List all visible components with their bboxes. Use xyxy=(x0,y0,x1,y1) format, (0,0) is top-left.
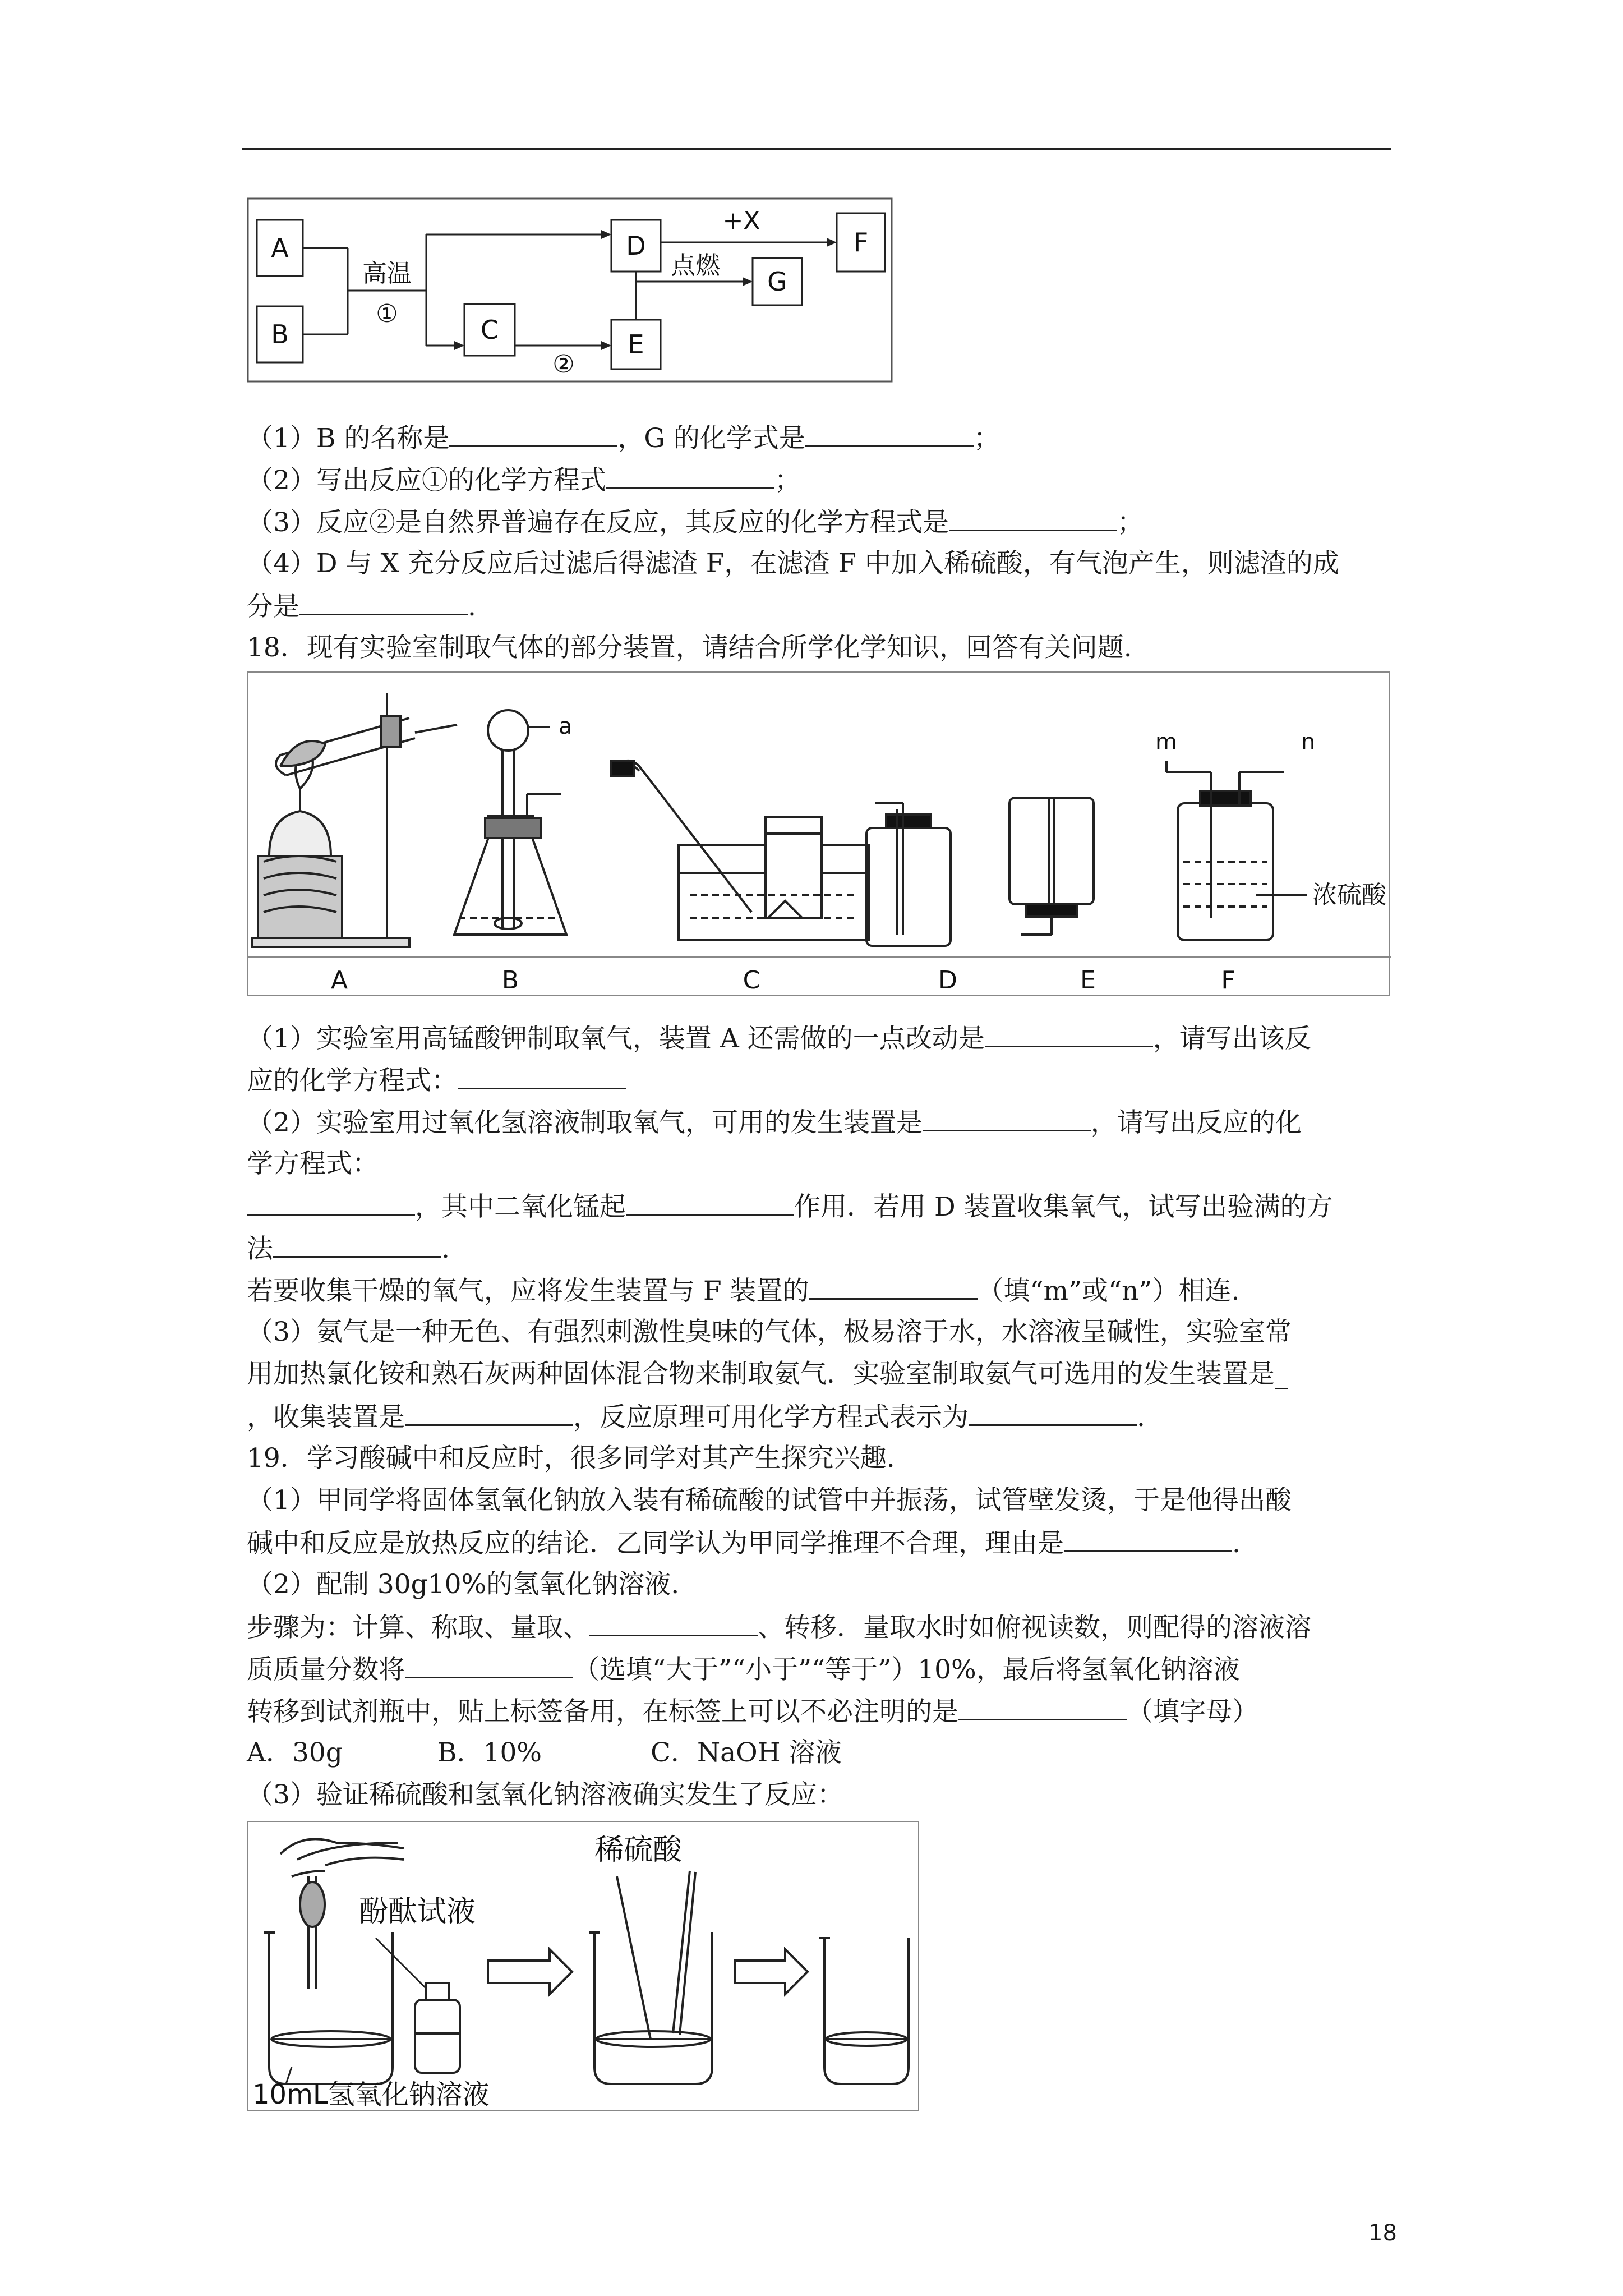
q19-stem: 19．学习酸碱中和反应时，很多同学对其产生探究兴趣. xyxy=(247,1443,895,1474)
label-conc-sulfuric-acid: 浓硫酸 xyxy=(1312,881,1386,909)
cond-plus-x: +X xyxy=(722,206,760,235)
apparatus-a xyxy=(252,693,457,947)
answer-blank[interactable] xyxy=(589,1610,758,1636)
answer-blank[interactable] xyxy=(606,463,774,489)
label-g: G xyxy=(767,266,787,297)
q19-part2-cont1: 质质量分数将 （选填“大于”“小于”“等于”）10%，最后将氢氧化钠溶液 xyxy=(247,1652,1240,1687)
answer-blank[interactable] xyxy=(247,1189,415,1216)
q18-stem: 18．现有实验室制取气体的部分装置，请结合所学化学知识，回答有关问题. xyxy=(247,632,1132,663)
beaker-3 xyxy=(819,1938,909,2084)
flowchart-figure xyxy=(247,197,893,383)
answer-blank[interactable] xyxy=(809,1273,978,1300)
apparatus-label-a: A xyxy=(330,966,348,995)
apparatus-f xyxy=(1166,761,1307,940)
q19-part2-steps: 步骤为：计算、称取、量取、 、转移．量取水时如俯视读数，则配得的溶液溶 xyxy=(247,1610,1311,1645)
q18-part2: （2）实验室用过氧化氢溶液制取氧气，可用的发生装置是 ，请写出反应的化 xyxy=(247,1105,1302,1140)
apparatus-c xyxy=(611,761,869,940)
answer-blank[interactable] xyxy=(923,1105,1091,1131)
label-m: m xyxy=(1155,729,1177,755)
answer-blank[interactable] xyxy=(273,1231,441,1258)
q18-part3: （3）氨气是一种无色、有强烈刺激性臭味的气体，极易溶于水，水溶液呈碱性，实验室常 xyxy=(247,1317,1292,1347)
apparatus-label-b: B xyxy=(501,966,519,995)
q19-experiment-figure xyxy=(247,1820,920,2112)
q18-apparatus-figure xyxy=(247,671,1391,996)
q18-part1: （1）实验室用高锰酸钾制取氧气，装置 A 还需做的一点改动是 ，请写出该反 xyxy=(247,1021,1311,1056)
page-number: 18 xyxy=(1368,2220,1397,2246)
answer-blank[interactable] xyxy=(449,421,617,447)
q17-part4: （4）D 与 X 充分反应后过滤后得滤渣 F，在滤渣 F 中加入稀硫酸，有气泡产生，则滤渣的成 xyxy=(247,548,1339,579)
header-rule xyxy=(242,148,1391,150)
label-phenolphthalein: 酚酞试液 xyxy=(359,1895,476,1929)
answer-blank[interactable] xyxy=(458,1063,626,1089)
option-b[interactable]: B．10% xyxy=(437,1737,542,1768)
option-c[interactable]: C．NaOH 溶液 xyxy=(651,1737,842,1768)
q18-part2-cont3: 法 . xyxy=(247,1231,450,1266)
apparatus-d xyxy=(866,803,951,946)
answer-blank[interactable] xyxy=(985,1021,1153,1047)
answer-blank[interactable] xyxy=(405,1400,573,1426)
q19-part1-cont: 碱中和反应是放热反应的结论．乙同学认为甲同学推理不合理，理由是 . xyxy=(247,1526,1241,1561)
arrow-1 xyxy=(488,1949,572,1994)
q17-part4-cont: 分是 . xyxy=(247,589,476,624)
answer-blank[interactable] xyxy=(299,589,468,615)
q18-part1-cont: 应的化学方程式： xyxy=(247,1063,626,1098)
label-dilute-sulfuric-acid: 稀硫酸 xyxy=(594,1833,683,1867)
label-a-funnel: a xyxy=(559,714,573,739)
q18-part2-cont1: 学方程式： xyxy=(247,1148,379,1179)
answer-blank[interactable] xyxy=(626,1189,794,1216)
q19-options xyxy=(247,1736,842,1770)
q18-part2-cont4: 若要收集干燥的氧气，应将发生装置与 F 装置的 （填“m”或“n”）相连. xyxy=(247,1273,1239,1308)
label-n: n xyxy=(1301,729,1316,755)
answer-blank[interactable] xyxy=(405,1652,573,1678)
q19-part1: （1）甲同学将固体氢氧化钠放入装有稀硫酸的试管中并振荡，试管壁发烫，于是他得出酸 xyxy=(247,1485,1292,1516)
apparatus-e xyxy=(1009,798,1094,935)
cond-high-temp: 高温 xyxy=(362,259,412,288)
label-c: C xyxy=(480,315,499,345)
q18-part3-cont1: 用加热氯化铵和熟石灰两种固体混合物来制取氨气．实验室制取氨气可选用的发生装置是_ xyxy=(247,1359,1288,1389)
label-d: D xyxy=(626,231,646,261)
apparatus-label-d: D xyxy=(938,966,957,995)
arrow-2 xyxy=(735,1949,808,1994)
answer-blank[interactable] xyxy=(969,1400,1137,1426)
q19-part3: （3）验证稀硫酸和氢氧化钠溶液确实发生了反应： xyxy=(247,1779,843,1810)
beaker-1 xyxy=(264,1932,393,2084)
q19-part2: （2）配制 30g10%的氢氧化钠溶液. xyxy=(247,1569,680,1600)
beaker-2 xyxy=(589,1871,712,2084)
cond-1: ① xyxy=(376,300,398,328)
q18-part3-cont2: ，收集装置是 ，反应原理可用化学方程式表示为 . xyxy=(247,1400,1145,1434)
q17-part3: （3）反应②是自然界普遍存在反应，其反应的化学方程式是 ； xyxy=(247,505,1144,540)
apparatus-b xyxy=(454,710,566,935)
label-a: A xyxy=(271,233,289,263)
q17-part2: （2）写出反应①的化学方程式 ； xyxy=(247,463,801,498)
cond-ignite: 点燃 xyxy=(671,251,720,280)
q19-part2-cont2: 转移到试剂瓶中，贴上标签备用，在标签上可以不必注明的是 （填字母） xyxy=(247,1694,1258,1729)
answer-blank[interactable] xyxy=(1064,1526,1232,1552)
label-e: E xyxy=(628,329,644,360)
apparatus-label-e: E xyxy=(1080,966,1096,995)
label-f: F xyxy=(853,227,869,257)
reagent-bottle xyxy=(415,1983,460,2073)
apparatus-label-f: F xyxy=(1221,966,1235,995)
label-b: B xyxy=(271,319,289,349)
label-naoh-solution: 10mL氢氧化钠溶液 xyxy=(252,2079,490,2110)
answer-blank[interactable] xyxy=(949,505,1117,531)
cond-2: ② xyxy=(552,350,575,379)
q18-part2-cont2: ，其中二氧化锰起 作用．若用 D 装置收集氧气，试写出验满的方 xyxy=(247,1189,1333,1224)
q17-part1: （1）B 的名称是 ，G 的化学式是 ； xyxy=(247,421,1000,455)
answer-blank[interactable] xyxy=(805,421,974,447)
option-a[interactable]: A．30g xyxy=(247,1737,343,1768)
apparatus-label-c: C xyxy=(743,966,760,995)
answer-blank[interactable] xyxy=(958,1694,1127,1720)
